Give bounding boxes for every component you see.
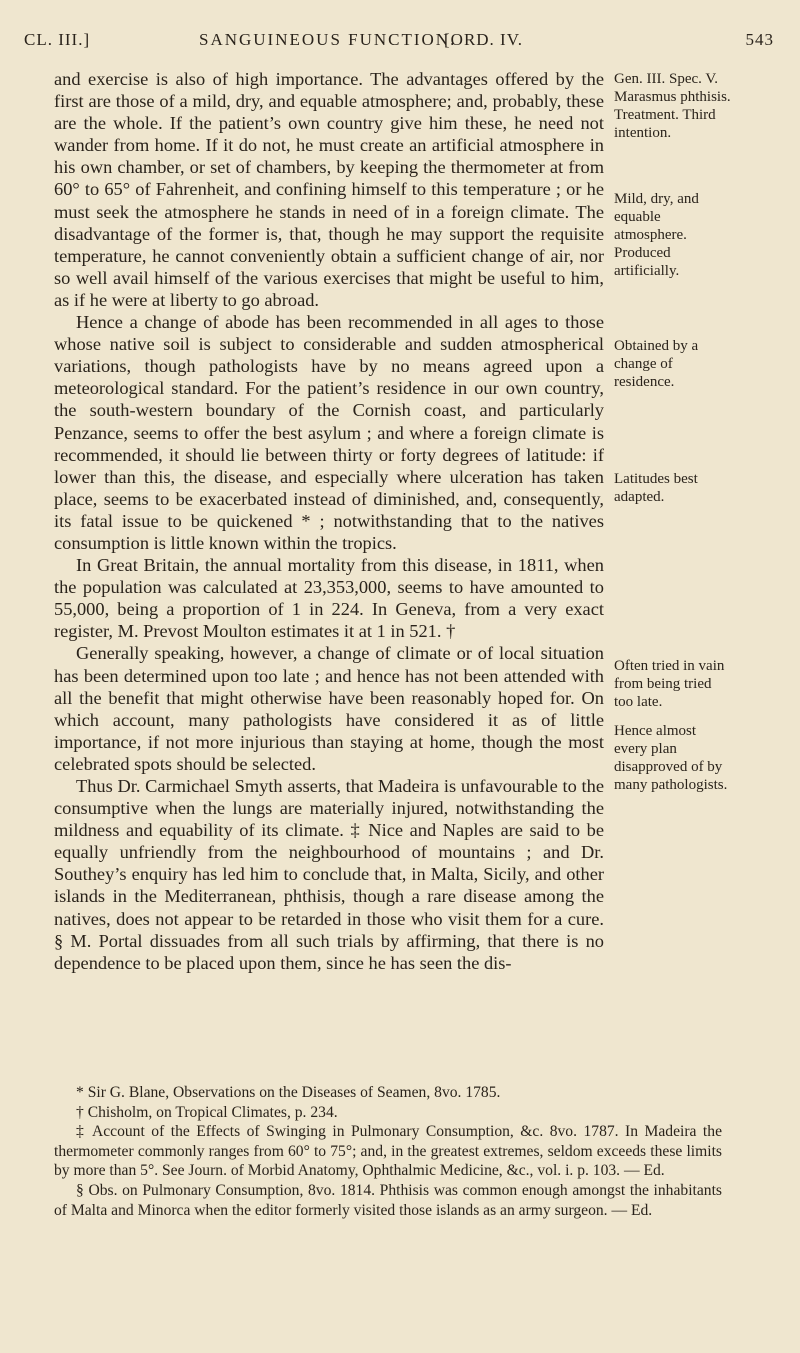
footnotes: [54, 1083, 722, 1220]
side-note-latitudes: Latitudes best adapted.: [614, 471, 698, 505]
footnote: * Sir G. Blane, Observations on the Diseases of Seamen, 8vo. 1785.: [76, 1084, 501, 1101]
paragraph: In Great Britain, the annual mortality from this disease, in 1811, when the population was calculated at 23,353,000, seems to have amounted to 55,000, being a proportion of 1 in 224. In Geneva, from a very exact register, M. Prevost Moulton estimates it at 1 in 521. †: [54, 555, 604, 642]
main-text: [54, 68, 604, 974]
header-order: [ORD. IV.: [444, 30, 524, 49]
side-note-too-late: Often tried in vain from being tried too late.: [614, 658, 725, 710]
paragraph: Hence a change of abode has been recommended in all ages to those whose native soil is subject to considerable and sudden atmospherical variations, though pathologists have by no means agreed upon a meteorological standard. For the patient’s residence in our own country, the south-western boundary of the Cornish coast, and particularly Penzance, seems to offer the best asylum ; and where a foreign climate is recommended, it should lie between thirty or forty degrees of latitude: if lower than this, the disease, and especially where ulceration has taken place, seems to be exacerbated instead of diminished, and, consequently, its fatal issue to be quickened * ; notwithstanding that to the natives consumption is little known within the tropics.: [54, 312, 604, 553]
paragraph: Thus Dr. Carmichael Smyth asserts, that Madeira is unfavourable to the consumptive when the lungs are materially injured, notwithstanding the mildness and equability of its climate. ‡ Nice and Naples are said to be equally unfriendly from the neighbourhood of mountains ; and Dr. Southey’s enquiry has led him to conclude that, in Malta, Sicily, and other islands in the Mediterranean, phthisis, though a rare disease among the natives, does not appear to be retarded in those who visit them for a cure. § M. Portal dissuades from all such trials by affirming, that there is no dependence to be placed upon them, since he has seen the dis-: [54, 776, 604, 973]
header-chapter: CL. III.]: [24, 30, 91, 49]
paragraph: and exercise is also of high importance. The advantages offered by the first are those of a mild, dry, and equable atmosphere; and, probably, these are the whole. If the patient’s own country give him these, he need not wander from home. If it do not, he must create an artificial atmosphere in his own chamber, or set of chambers, by keeping the thermometer at from 60° to 65° of Fahrenheit, and confining himself to this temperature ; or he must seek the atmosphere he stands in need of in a foreign climate. The disadvantage of the former is, that, though he may support the requisite temperature, he cannot conveniently obtain a sufficient change of air, nor so well avail himself of the various exercises that might be useful to him, as if he were at liberty to go abroad.: [54, 69, 604, 310]
header-title: SANGUINEOUS FUNCTION.: [199, 30, 457, 49]
page-number: 543: [745, 30, 774, 49]
side-note-classification: Gen. III. Spec. V. Marasmus phthisis. Treatment. Third intention.: [614, 71, 731, 141]
footnote: ‡ Account of the Effects of Swinging in Pulmonary Consumption, &c. 8vo. 1787. In Madeira the thermometer commonly ranges from 60° to 75°; and, in the greatest extremes, seldom exceeds these limits by more than 5°. See Journ. of Morbid Anatomy, Ophthalmic Medicine, &c., vol. i. p. 103. — Ed.: [54, 1123, 722, 1180]
running-header: [24, 30, 774, 58]
footnote: § Obs. on Pulmonary Consumption, 8vo. 1814. Phthisis was common enough amongst the inhabitants of Malta and Minorca when the editor formerly visited those islands as an army surgeon. — Ed.: [54, 1181, 722, 1219]
side-note-residence: Obtained by a change of residence.: [614, 338, 699, 390]
paragraph: Generally speaking, however, a change of climate or of local situation has been determined upon too late ; and hence has not been attended with all the benefit that might otherwise have been reasonably hoped for. On which account, many pathologists have considered it as of little importance, if not more injurious than staying at home, though the most celebrated spots should be selected.: [54, 643, 604, 774]
side-note-atmosphere: Mild, dry, and equable atmosphere. Produced artificially.: [614, 191, 699, 279]
side-note-disapproved: Hence almost every plan disapproved of by many pathologists.: [614, 723, 728, 793]
footnote: † Chisholm, on Tropical Climates, p. 234.: [76, 1103, 338, 1121]
